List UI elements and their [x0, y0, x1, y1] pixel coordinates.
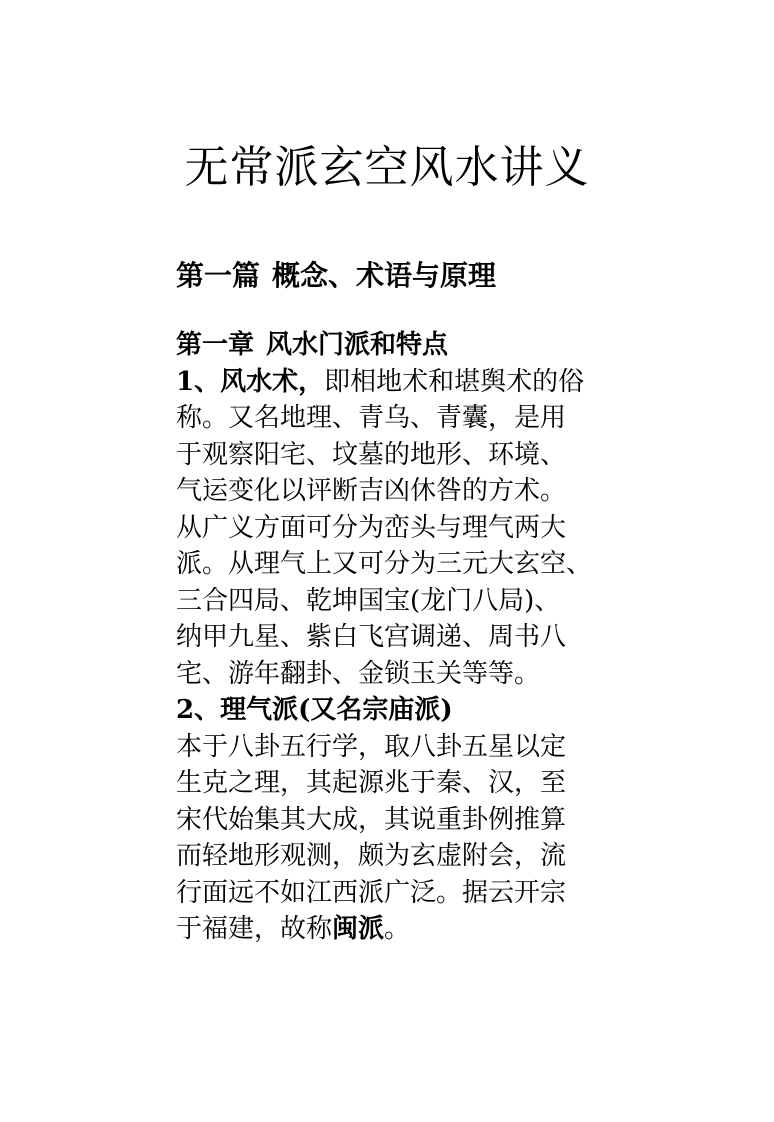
section-1-line: 称。又名地理、青乌、青囊，是用: [176, 403, 567, 433]
chapter-heading: [176, 327, 616, 364]
section-1-line: 气运变化以评断吉凶休咎的方术。: [176, 476, 567, 506]
section-1-line: 从广义方面可分为峦头与理气两大: [176, 512, 567, 543]
section-2-line: 本于八卦五行学，取八卦五星以定: [176, 731, 567, 762]
section-1-heading: 1、风水术，: [176, 366, 325, 397]
section-2-line: 生克之理，其起源兆于秦、汉，至: [176, 768, 567, 798]
section-1-line: 宅、游年翻卦、金锁玉关等等。: [176, 658, 541, 689]
section-1-line: 派。从理气上又可分为三元大玄空、: [176, 549, 593, 579]
emphasis-min-school: 闽派: [332, 914, 385, 944]
section-1-line: 即相地术和堪舆术的俗: [324, 366, 585, 397]
section-1-first-line: [176, 364, 616, 401]
chapter-number: 第一章: [176, 330, 255, 360]
section-1-line: 于观察阳宅、坟墓的地形、环境、: [176, 439, 567, 470]
section-2-last-text: 于福建，故称: [176, 914, 333, 944]
section-2-last-line: [176, 911, 616, 948]
section-2-period: 。: [384, 914, 411, 944]
part-name: 概念、术语与原理: [272, 259, 497, 292]
part-number: 第一篇: [176, 259, 261, 292]
section-2-heading: 2、理气派(又名宗庙派): [176, 695, 453, 725]
section-1-line: 纳甲九星、紫白飞宫调递、周书八: [176, 622, 567, 652]
document-title: 无常派玄空风水讲义: [184, 142, 590, 193]
section-2-line: 而轻地形观测，颇为玄虚附会，流: [176, 841, 567, 871]
section-1-line: 三合四局、乾坤国宝(龙门八局)、: [176, 585, 561, 616]
chapter-name: 风水门派和特点: [266, 330, 449, 360]
section-2-line: 宋代始集其大成，其说重卦例推算: [176, 804, 567, 835]
section-2-line: 行面远不如江西派广泛。据云开宗: [176, 877, 567, 908]
part-heading: [176, 256, 496, 296]
body-text: [176, 327, 616, 948]
